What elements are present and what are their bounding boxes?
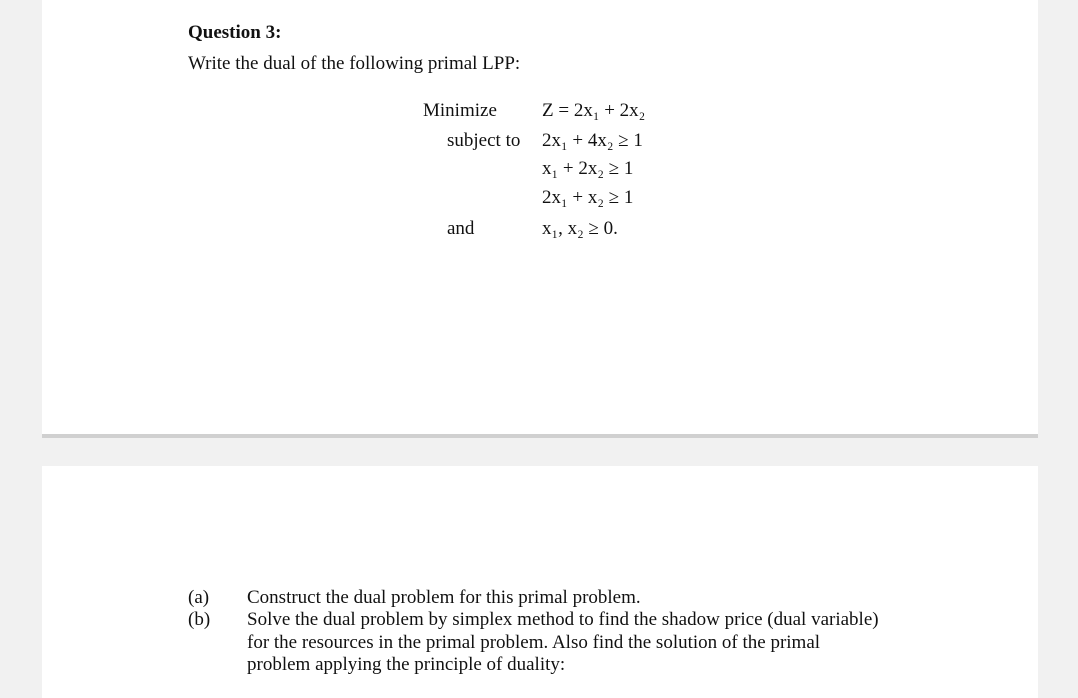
page-separator (42, 434, 1038, 438)
nonnegativity-constraint: x₁, x₂ ≥ 0. (542, 218, 618, 239)
constraint-3: 2x₁ + x₂ ≥ 1 (542, 187, 634, 208)
objective-expression: Z = 2x₁ + 2x₂ (542, 100, 646, 121)
document-page-2 (42, 466, 1038, 698)
question-title: Question 3: (188, 22, 282, 43)
constraints-label: subject to (447, 130, 521, 151)
part-a-text: Construct the dual problem for this primal problem. (247, 587, 641, 608)
document-page-1 (42, 0, 1038, 434)
constraint-2: x₁ + 2x₂ ≥ 1 (542, 158, 634, 179)
question-intro: Write the dual of the following primal LPP: (188, 53, 521, 74)
objective-label: Minimize (423, 100, 497, 121)
nonnegativity-label: and (447, 218, 475, 239)
part-b-label: (b) (188, 609, 211, 630)
part-b-text: Solve the dual problem by simplex method to find the shadow price (dual variable) for the resources in the primal problem. Also find the solution of the primal problem applying the principle of duality: (247, 609, 879, 675)
part-a-label: (a) (188, 587, 210, 608)
constraint-1: 2x₁ + 4x₂ ≥ 1 (542, 130, 643, 151)
